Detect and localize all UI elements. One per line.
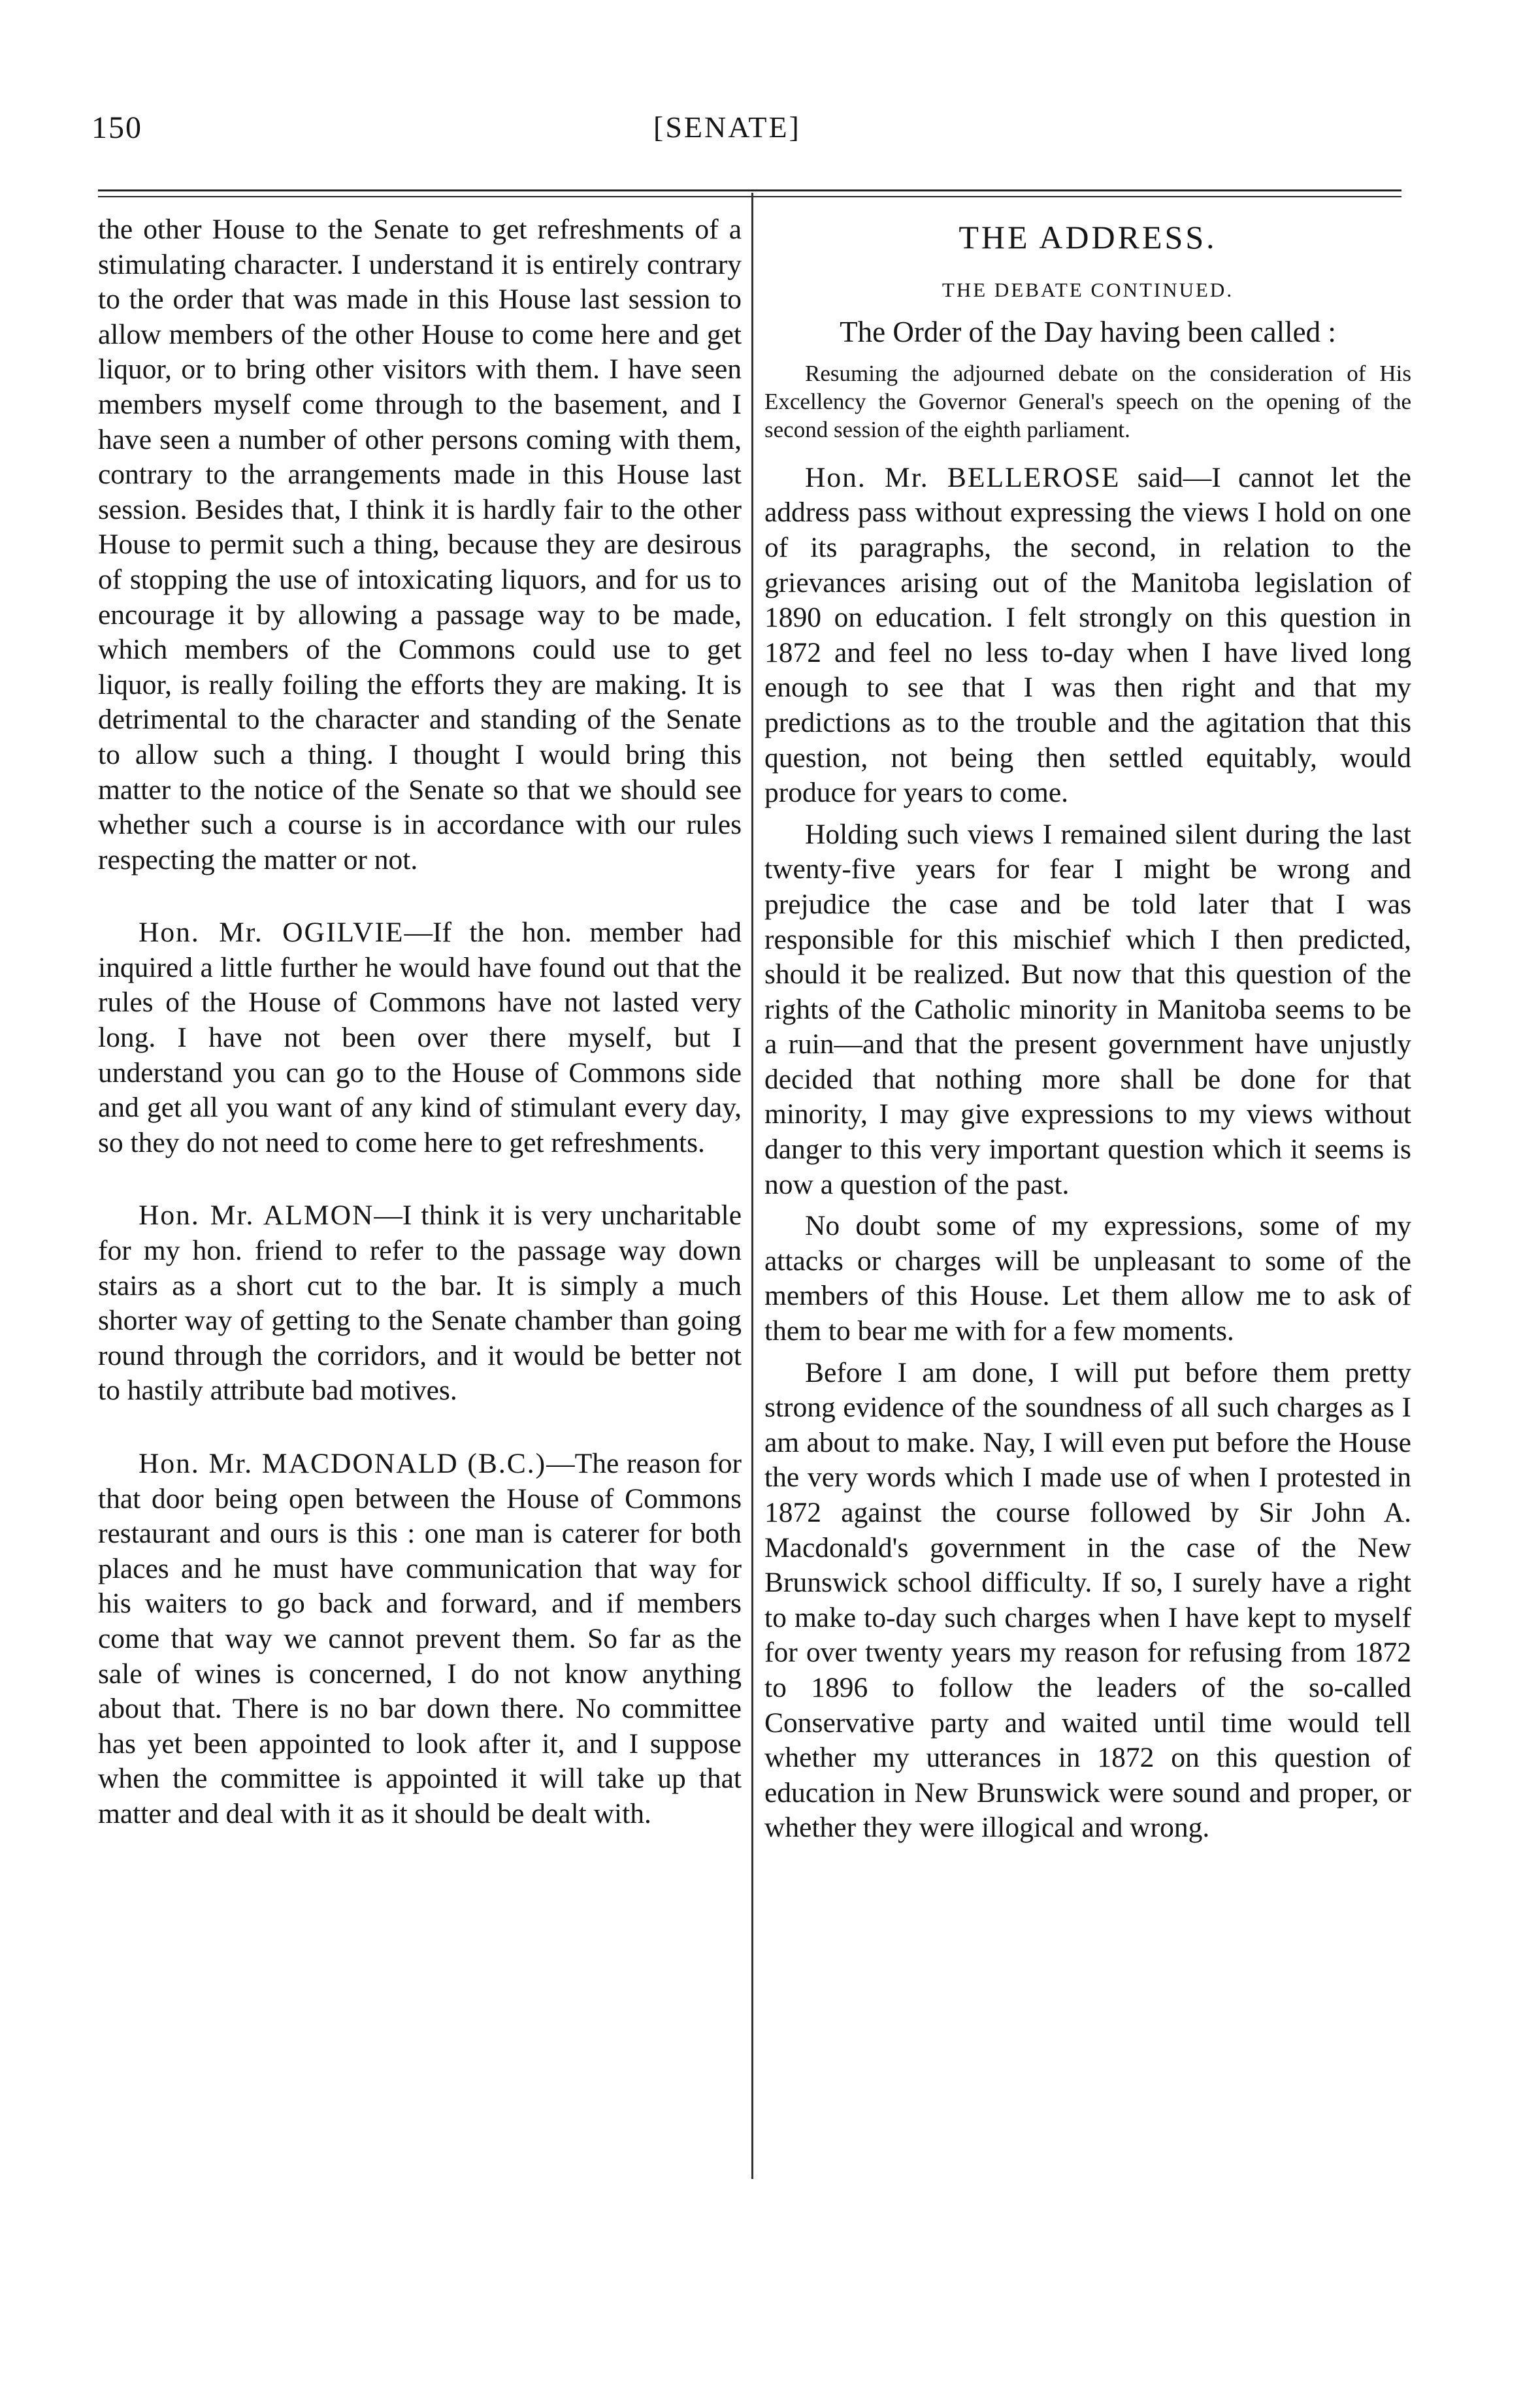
- left-column: [98, 212, 742, 1832]
- speaker-name: Hon. Mr. MACDONALD (B.C.): [139, 1448, 547, 1479]
- speaker-name: Hon. Mr. ALMON: [139, 1200, 374, 1232]
- speech-text: —If the hon. member had inquired a little further he would have found out that the rules of the House of Commons have not lasted very long. I have not been over there myself, but I understand you can go to the House of Commons side and get all you want of any kind of stimulant every day, so they do not need to come here to get refreshments.: [98, 917, 742, 1158]
- speech-bellerose: [764, 461, 1411, 811]
- paragraph: Holding such views I remained silent during the last twenty-five years for fear I might be wrong and prejudice the case and be told later that I was responsible for this mischief which I then predicted, should it be realized. But now that this question of the rights of the Catholic minority in Manitoba seems to be a ruin—and that the present government have unjustly decided that nothing more shall be done for that minority, I may give expressions to my views without danger to this very important question which it seems is now a question of the past.: [764, 818, 1411, 1200]
- order-of-day: The Order of the Day having been called :: [840, 316, 1336, 349]
- section-subtitle: THE DEBATE CONTINUED.: [942, 278, 1234, 301]
- speech-text: said—I cannot let the address pass without expressing the views I hold on one of its paragraphs, the second, in relation to the grievances arising out of the Manitoba legislation of 1890 on education. I felt strongly on this question in 1872 and feel no less to-day when I have lived long enough to see that I was then right and that my predictions as to the trouble and the agitation that this question, not being then settled equitably, would produce for years to come.: [764, 461, 1411, 809]
- page-number: 150: [91, 110, 142, 145]
- paragraph: Before I am done, I will put before them pretty strong evidence of the soundness of all such charges as I am about to make. Nay, I will even put before the House the very words which I made use of when I protested in 1872 against the course followed by Sir John A. Macdonald's government in the case of the New Brunswick school difficulty. If so, I surely have a right to make to-day such charges when I have kept to myself for over twenty years my reason for refusing from 1872 to 1896 to follow the leaders of the so-called Conservative party and waited until time would tell whether my utterances in 1872 on this question of education in New Brunswick were sound and proper, or whether they were illogical and wrong.: [764, 1356, 1411, 1844]
- speech-macdonald: [98, 1447, 742, 1832]
- motion-text: Resuming the adjourned debate on the consideration of His Excellency the Governor General's speech on the opening of the second session of the eighth parliament.: [764, 360, 1411, 442]
- section-title: THE ADDRESS.: [958, 219, 1217, 255]
- continued-paragraph: the other House to the Senate to get refreshments of a stimulating character. I understand it is entirely contrary to the order that was made in this House last session to allow members of the other House to come here and get liquor, or to bring other visitors with them. I have seen members myself come through to the basement, and I have seen a number of other persons coming with them, contrary to the arrangements made in this House last session. Besides that, I think it is hardly fair to the other House to permit such a thing, because they are desirous of stopping the use of intoxicating liquors, and for us to encourage it by allowing a passage way to be made, which members of the Commons could use to get liquor, is really foiling the efforts they are making. It is detrimental to the character and standing of the Senate to allow such a thing. I thought I would bring this matter to the notice of the Senate so that we should see whether such a course is in accordance with our rules respecting the matter or not.: [98, 214, 742, 876]
- speech-almon: [98, 1198, 742, 1409]
- column-divider: [751, 193, 753, 2179]
- right-column: [764, 212, 1411, 1846]
- paragraph: No doubt some of my expressions, some of my attacks or charges will be unpleasant to some of the members of this House. Let them allow me to ask of them to bear me with for a few moments.: [764, 1210, 1411, 1347]
- running-head: [SENATE]: [653, 110, 801, 144]
- header-rule-secondary: [98, 196, 1401, 197]
- speech-text: —I think it is very uncharitable for my hon. friend to refer to the passage way down stairs as a short cut to the bar. It is simply a much shorter way of getting to the Senate chamber than going round through the corridors, and it would be better not to hastily attribute bad motives.: [98, 1200, 742, 1407]
- speaker-name: Hon. Mr. BELLEROSE: [805, 461, 1121, 493]
- speaker-name: Hon. Mr. OGILVIE: [139, 917, 404, 949]
- speech-text: —The reason for that door being open between the House of Commons restaurant and ours is this : one man is caterer for both places and he must have communication that way for his waiters to go back and forward, and if members come that way we cannot prevent them. So far as the sale of wines is concerned, I do not know anything about that. There is no bar down there. No committee has yet been appointed to look after it, and I suppose when the committee is appointed it will take up that matter and deal with it as it should be dealt with.: [98, 1448, 742, 1829]
- header-rule: [98, 189, 1401, 191]
- speech-ogilvie: [98, 915, 742, 1160]
